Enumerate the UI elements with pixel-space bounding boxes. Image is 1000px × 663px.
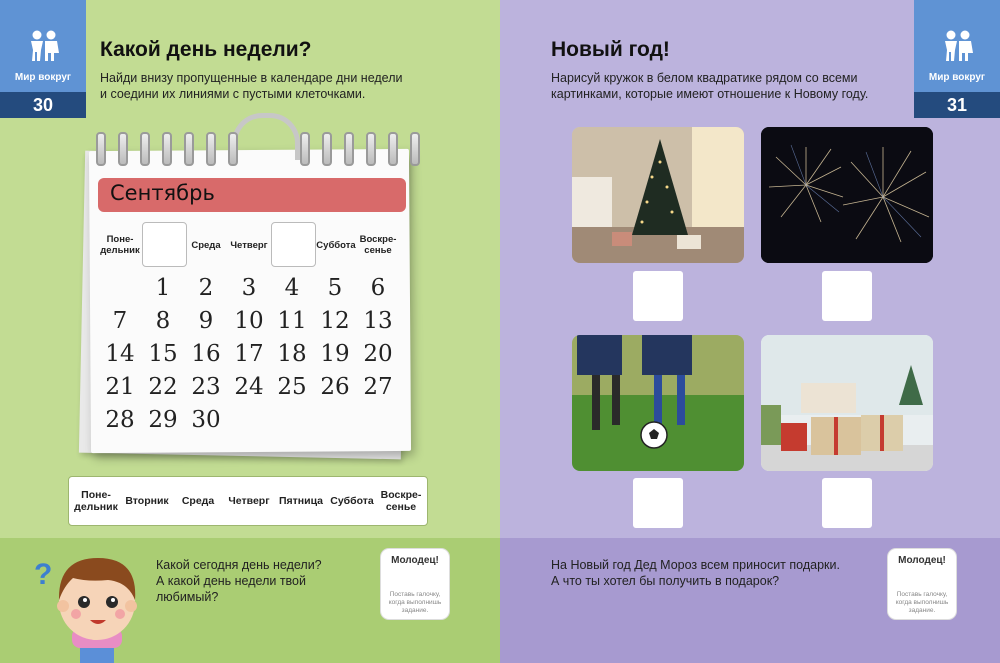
calendar-day: 18 — [277, 341, 307, 367]
badge-title: Молодец! — [898, 555, 946, 566]
football-icon — [572, 335, 744, 471]
calendar — [72, 128, 412, 458]
weekday-option[interactable]: Суббота — [330, 495, 374, 507]
calendar-day: 28 — [105, 407, 135, 433]
question-mark: ? — [34, 558, 53, 591]
ring — [96, 132, 106, 166]
calendar-day: 12 — [320, 308, 350, 334]
calendar-day: 23 — [191, 374, 221, 400]
ring — [322, 132, 332, 166]
calendar-day: 17 — [234, 341, 264, 367]
gift-boxes-icon — [761, 335, 933, 471]
month-name: Сентябрь — [110, 181, 215, 205]
blank-weekday-box[interactable] — [271, 222, 316, 267]
tab-label: Мир вокруг — [928, 72, 986, 83]
calendar-day: 15 — [148, 341, 178, 367]
calendar-day: 19 — [320, 341, 350, 367]
page-title: Новый год! — [551, 38, 670, 61]
tab-label: Мир вокруг — [14, 72, 72, 83]
ring — [118, 132, 128, 166]
weekday-label: Суббота — [316, 240, 356, 251]
weekday-option[interactable]: Поне- дельник — [74, 489, 118, 513]
ring — [300, 132, 310, 166]
calendar-day: 20 — [363, 341, 393, 367]
answer-box[interactable] — [822, 478, 872, 528]
calendar-day: 8 — [155, 308, 171, 334]
badge-title: Молодец! — [391, 555, 439, 566]
bottom-text: На Новый год Дед Мороз всем приносит подарки. А что ты хотел бы получить в подарок? — [551, 558, 840, 588]
ring — [206, 132, 216, 166]
section-tab-left — [0, 0, 86, 118]
weekday-label: Среда — [191, 240, 221, 251]
calendar-day: 13 — [363, 308, 393, 334]
answer-box[interactable] — [633, 271, 683, 321]
weekday-option[interactable]: Среда — [181, 495, 215, 507]
calendar-day: 30 — [191, 407, 221, 433]
ring — [228, 132, 238, 166]
answer-box[interactable] — [822, 271, 872, 321]
ring — [184, 132, 194, 166]
calendar-day: 9 — [198, 308, 214, 334]
photo-gift-boxes — [761, 335, 933, 471]
calendar-day: 1 — [155, 275, 171, 301]
calendar-day: 4 — [284, 275, 300, 301]
weekday-option[interactable]: Воскре- сенье — [380, 489, 422, 513]
weekday-label: Воскре- сенье — [359, 234, 397, 256]
bottom-question: Какой сегодня день недели? А какой день недели твой любимый? — [156, 558, 322, 604]
instruction: Нарисуй кружок в белом квадратике рядом со всеми картинками, которые имеют отношение к Новому году. — [551, 71, 869, 101]
weekday-option[interactable]: Четверг — [228, 495, 270, 507]
badge-hint: Поставь галочку, когда выполнишь задание. — [388, 591, 442, 614]
calendar-day: 3 — [241, 275, 257, 301]
calendar-day: 16 — [191, 341, 221, 367]
calendar-day: 29 — [148, 407, 178, 433]
calendar-day: 14 — [105, 341, 135, 367]
ring — [388, 132, 398, 166]
calendar-day: 2 — [198, 275, 214, 301]
instruction-line: и соедини их линиями с пустыми клеточками. — [100, 87, 366, 101]
calendar-day: 10 — [234, 308, 264, 334]
calendar-day: 6 — [370, 275, 386, 301]
calendar-day: 24 — [234, 374, 264, 400]
page-number: 31 — [914, 92, 1000, 118]
page-number: 30 — [0, 92, 86, 118]
children-icon — [27, 28, 61, 62]
children-icon — [941, 28, 975, 62]
christmas-tree-icon — [572, 127, 744, 263]
weekday-label: Поне- дельник — [100, 234, 140, 256]
calendar-day: 22 — [148, 374, 178, 400]
photo-fireworks — [761, 127, 933, 263]
month-header — [98, 178, 406, 212]
badge-hint: Поставь галочку, когда выполнишь задание. — [895, 591, 949, 614]
well-done-badge[interactable] — [888, 549, 956, 619]
photo-christmas-tree — [572, 127, 744, 263]
calendar-day: 21 — [105, 374, 135, 400]
calendar-day: 5 — [327, 275, 343, 301]
well-done-badge[interactable] — [381, 549, 449, 619]
weekday-label: Четверг — [230, 240, 268, 251]
weekday-option[interactable]: Вторник — [125, 495, 169, 507]
section-tab-right — [914, 0, 1000, 118]
instruction-line: Найди внизу пропущенные в календаре дни недели — [100, 71, 403, 85]
fireworks-icon — [761, 127, 933, 263]
weekday-options — [68, 476, 428, 526]
ring — [366, 132, 376, 166]
ring — [140, 132, 150, 166]
blank-weekday-box[interactable] — [142, 222, 187, 267]
answer-box[interactable] — [633, 478, 683, 528]
calendar-rings — [94, 132, 414, 172]
ring — [410, 132, 420, 166]
photo-football — [572, 335, 744, 471]
calendar-day: 11 — [277, 308, 307, 334]
ring — [162, 132, 172, 166]
weekday-option[interactable]: Пятница — [278, 495, 324, 507]
page-title: Какой день недели? — [100, 38, 312, 61]
instruction — [100, 70, 402, 102]
calendar-day: 26 — [320, 374, 350, 400]
ring — [344, 132, 354, 166]
calendar-day: 7 — [112, 308, 128, 334]
calendar-day: 25 — [277, 374, 307, 400]
calendar-day: 27 — [363, 374, 393, 400]
boy-illustration — [28, 540, 148, 663]
